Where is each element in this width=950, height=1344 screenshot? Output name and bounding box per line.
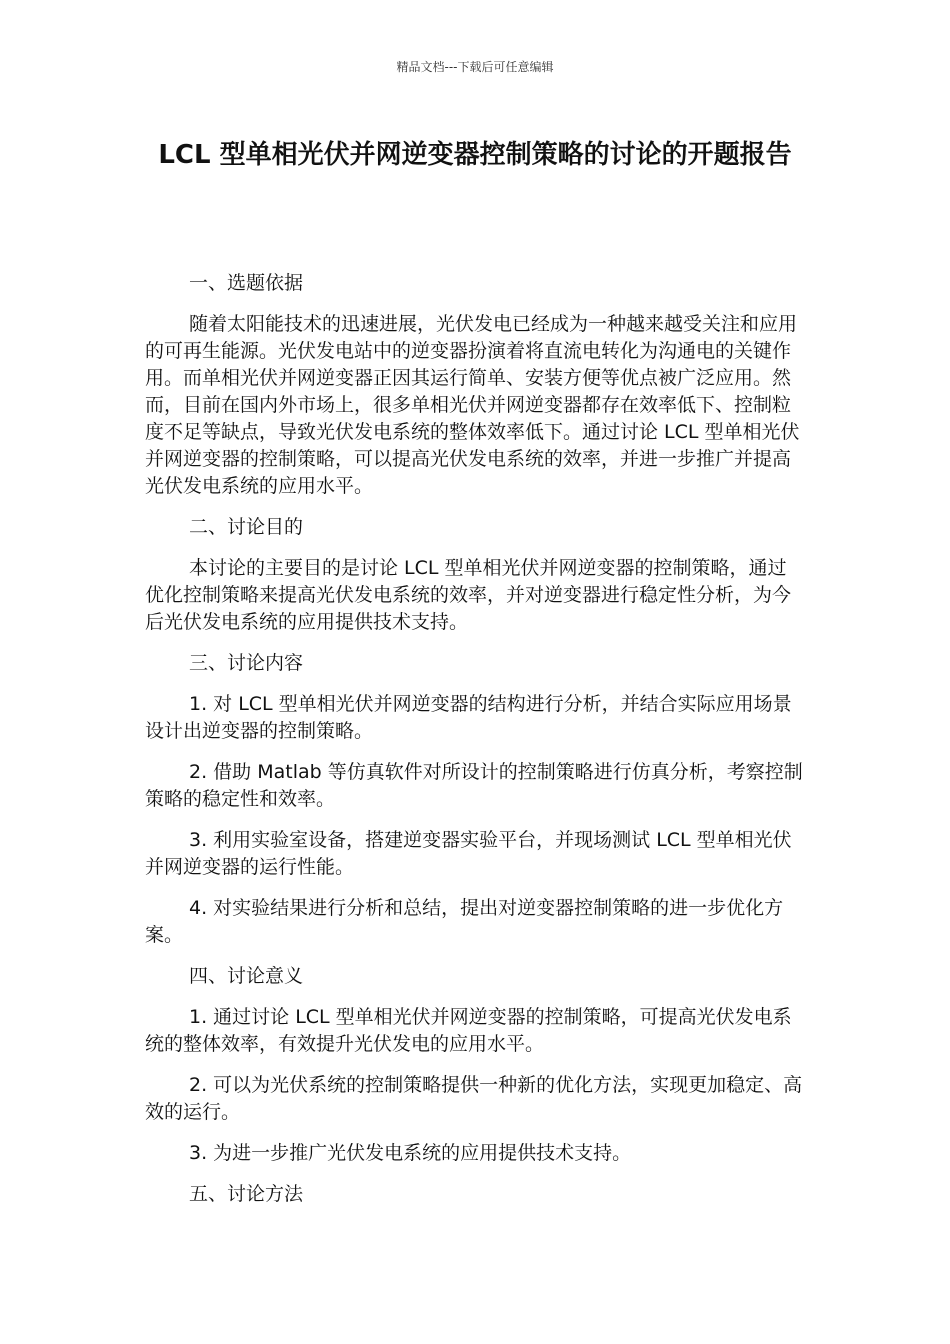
section-heading-purpose: 二、讨论目的 [189, 516, 304, 538]
section-heading-method: 五、讨论方法 [189, 1183, 304, 1205]
header-note: 精品文档---下载后可任意编辑 [396, 60, 554, 74]
list-item-content-3: 3. 利用实验室设备，搭建逆变器实验平台，并现场测试 LCL 型单相光伏并网逆变器的运行性能。 [145, 829, 792, 878]
document-body [145, 270, 805, 1222]
document-title: LCL 型单相光伏并网逆变器控制策略的讨论的开题报告 [158, 140, 792, 170]
paragraph-purpose: 本讨论的主要目的是讨论 LCL 型单相光伏并网逆变器的控制策略，通过优化控制策略来提高光伏发电系统的效率，并对逆变器进行稳定性分析，为今后光伏发电系统的应用提供技术支持。 [145, 557, 792, 633]
paragraph-basis: 随着太阳能技术的迅速进展，光伏发电已经成为一种越来越受关注和应用的可再生能源。光伏发电站中的逆变器扮演着将直流电转化为沟通电的关键作用。而单相光伏并网逆变器正因其运行简单、安装方便等优点被广泛应用。然而，目前在国内外市场上，很多单相光伏并网逆变器都存在效率低下、控制粒度不足等缺点，导致光伏发电系统的整体效率低下。通过讨论 LCL 型单相光伏并网逆变器的控制策略，可以提高光伏发电系统的效率，并进一步推广并提高光伏发电系统的应用水平。 [145, 313, 800, 497]
list-item-significance-2: 2. 可以为光伏系统的控制策略提供一种新的优化方法，实现更加稳定、高效的运行。 [145, 1074, 803, 1123]
list-item-content-2: 2. 借助 Matlab 等仿真软件对所设计的控制策略进行仿真分析，考察控制策略的稳定性和效率。 [145, 761, 803, 810]
section-heading-content: 三、讨论内容 [189, 652, 304, 674]
list-item-content-1: 1. 对 LCL 型单相光伏并网逆变器的结构进行分析，并结合实际应用场景设计出逆变器的控制策略。 [145, 693, 792, 742]
list-item-significance-3: 3. 为进一步推广光伏发电系统的应用提供技术支持。 [189, 1142, 632, 1164]
section-heading-basis: 一、选题依据 [189, 272, 304, 294]
list-item-content-4: 4. 对实验结果进行分析和总结，提出对逆变器控制策略的进一步优化方案。 [145, 897, 784, 946]
list-item-significance-1: 1. 通过讨论 LCL 型单相光伏并网逆变器的控制策略，可提高光伏发电系统的整体效率，有效提升光伏发电的应用水平。 [145, 1006, 792, 1055]
section-heading-significance: 四、讨论意义 [189, 965, 304, 987]
